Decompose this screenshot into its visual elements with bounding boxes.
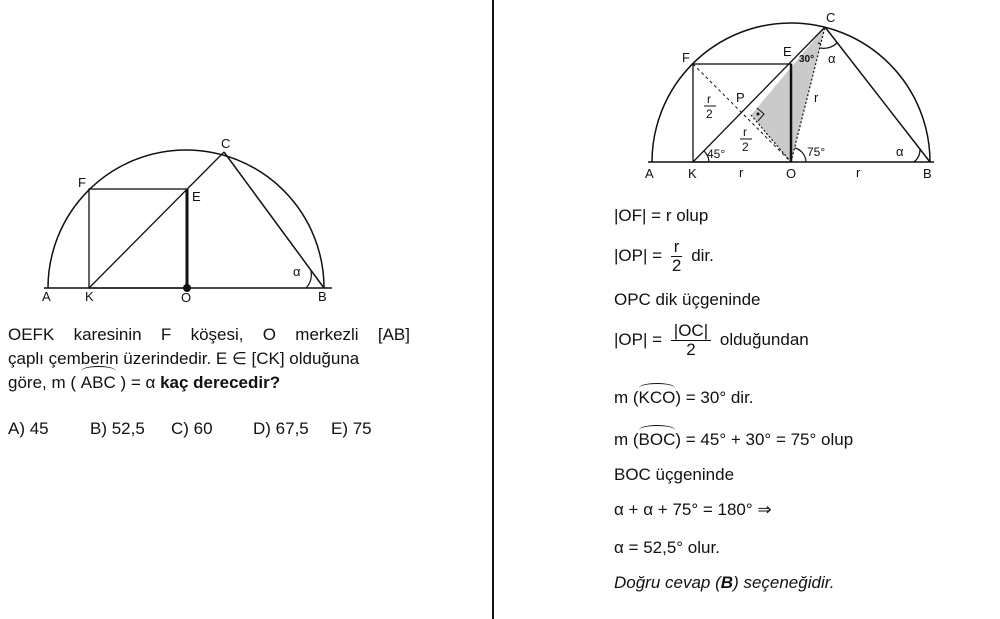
step2-prefix: |OP| = [614, 245, 663, 265]
answer-letter: B [720, 573, 734, 592]
choice-b[interactable]: B) 52,5 [90, 419, 145, 438]
sol-label-30: 30° [799, 54, 815, 65]
sol-label-p: P [736, 90, 745, 105]
step5-suffix: ) = 30° dir. [675, 388, 754, 407]
angle-alpha-b-arc [914, 149, 920, 162]
question-line-3-mid: ) = α [120, 373, 156, 392]
step4-fraction [671, 322, 711, 359]
question-line-3 [8, 371, 410, 395]
sol-segment-cb [825, 27, 930, 162]
arc-boc: BOC [638, 430, 676, 449]
sol-label-alpha-c: α [828, 51, 836, 66]
angle-alpha-arc [306, 271, 311, 288]
answer-suffix: ) seçeneğidir. [733, 573, 835, 592]
sol-label-45: 45° [707, 147, 726, 161]
question-line-2: çaplı çemberin üzerindedir. E ∈ [CK] olduğuna [8, 349, 360, 368]
solution-step-1: |OF| = r olup [614, 206, 709, 225]
solution-figure [494, 0, 994, 190]
choice-c[interactable]: C) 60 [171, 419, 213, 438]
question-line-3-bold: kaç derecedir? [160, 373, 281, 392]
sol-label-r2-lower-num: r [743, 125, 747, 139]
right-angle-dot-p [757, 113, 760, 116]
solution-step-6 [614, 430, 853, 450]
sol-label-r-left: r [739, 165, 744, 180]
angle-75-arc [795, 148, 806, 162]
step5-prefix: m ( [614, 388, 639, 407]
solution-step-3: OPC dik üçgeninde [614, 290, 761, 309]
arc-abc: ABC [81, 371, 116, 395]
step4-prefix: |OP| = [614, 329, 663, 349]
sol-label-o: O [786, 166, 797, 181]
label-a: A [42, 289, 51, 304]
sol-label-r2-upper-den: 2 [706, 107, 713, 121]
sol-label-c: C [826, 10, 836, 25]
question-text [8, 323, 410, 395]
step2-den: 2 [671, 256, 682, 275]
label-k: K [85, 289, 94, 304]
label-c: C [221, 136, 231, 151]
step2-suffix: dir. [691, 245, 714, 265]
label-e: E [192, 189, 201, 204]
sol-label-f: F [682, 50, 690, 65]
step4-suffix: olduğundan [719, 329, 809, 349]
step2-num: r [671, 238, 683, 257]
choice-a[interactable]: A) 45 [8, 419, 49, 438]
solution-step-8: α + α + 75° = 180° ⇒ [614, 500, 772, 519]
sol-label-b: B [923, 166, 932, 181]
question-line-1: OEFK karesinin F köşesi, O merkezli [AB] [8, 325, 410, 344]
step6-suffix: ) = 45° + 30° = 75° olup [675, 430, 854, 449]
answer-prefix: Doğru cevap ( [614, 573, 721, 592]
question-line-3-prefix: göre, m ( [8, 373, 77, 392]
angle-alpha-c-arc [820, 43, 837, 48]
choice-e[interactable]: E) 75 [331, 419, 372, 438]
label-f: F [78, 175, 86, 190]
choice-d[interactable]: D) 67,5 [253, 419, 309, 438]
segment-cb [224, 152, 324, 288]
step6-prefix: m ( [614, 430, 639, 449]
sol-label-a: A [645, 166, 654, 181]
sol-label-alpha-b: α [896, 144, 904, 159]
sol-label-r-oc: r [814, 90, 819, 105]
sol-label-r-right: r [856, 165, 861, 180]
solution-step-5 [614, 388, 754, 408]
label-alpha: α [293, 264, 301, 279]
solution-step-9: α = 52,5° olur. [614, 538, 720, 557]
label-o: O [181, 290, 192, 305]
sol-label-75: 75° [807, 145, 826, 159]
sol-label-r2-upper-num: r [707, 92, 711, 106]
step4-num: |OC| [671, 322, 711, 341]
step4-den: 2 [686, 340, 696, 359]
solution-step-2 [614, 238, 714, 275]
step2-fraction [671, 238, 683, 275]
sol-label-k: K [688, 166, 697, 181]
sol-label-e: E [783, 44, 792, 59]
arc-kco: KCO [638, 388, 676, 407]
solution-answer [614, 573, 834, 593]
sol-label-r2-lower-den: 2 [742, 140, 749, 154]
solution-step-7: BOC üçgeninde [614, 465, 735, 484]
question-figure [0, 0, 492, 310]
solution-step-4 [614, 322, 809, 359]
label-b: B [318, 289, 327, 304]
